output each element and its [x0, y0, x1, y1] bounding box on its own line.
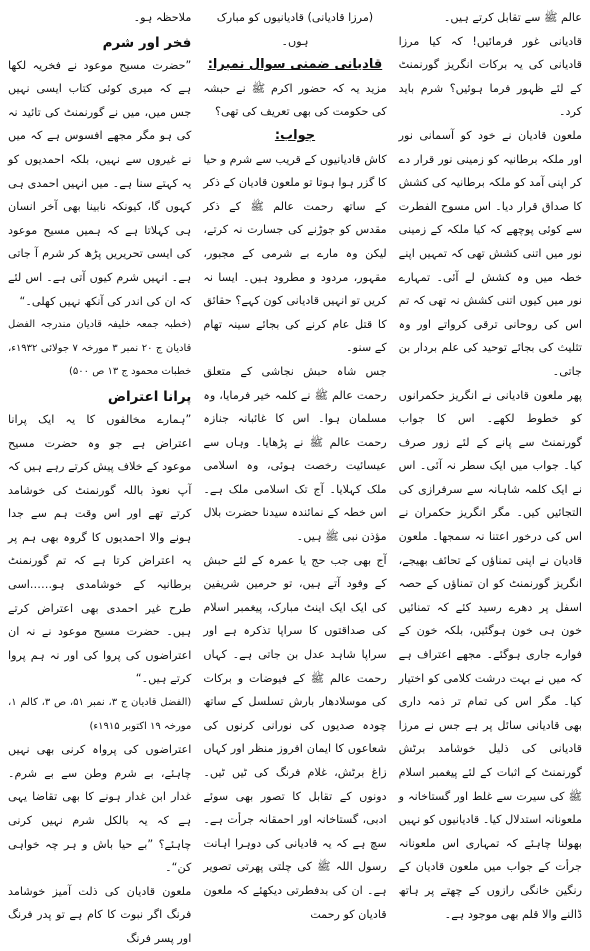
paragraph: عالم ﷺ سے تقابل کرتے ہیں۔	[443, 11, 582, 24]
column-left	[398, 6, 582, 921]
paragraph: ملعون قادیان کی ذلت آمیز خوشامد فرنگ اگر نبوت کا کام ہے تو پدر فرنگ اور پسر فرنگ	[8, 884, 192, 945]
centered-line: (مرزا قادیانی) قادیانیوں کو مبارک ہوں۔	[216, 11, 374, 48]
paragraph: ”ہمارے مخالفوں کا یہ ایک پرانا اعتراض ہے جو وہ حضرت مسیح موعود کے خلاف پیش کرتے رہے ہیں کہ آپ نعوذ باللہ گورنمنٹ کی خوشامد کرتے تھے اور اس وقت ہم سے جدا ہونے والا احمدیوں کا گروہ بھی ہم پر یہ اعتراض کرتا ہے کہ تم گورنمنٹ برطانیہ کے خوشامدی ہو……اسی طرح غیر احمدی بھی اعتراض کرتے ہیں۔ حضرت مسیح موعود نے نہ ان اعتراضوں کی پروا کی اور نہ ہم پروا کرتے ہیں۔“	[8, 412, 192, 686]
column-right	[8, 6, 192, 945]
section-heading: فخر اور شرم	[102, 34, 192, 51]
paragraph: ملعون قادیان نے خود کو آسمانی نور اور ملکہ برطانیہ کو زمینی نور قرار دے کر اپنی آمد کو ملکہ برطانیہ کی کشش کا صداق قرار دیا۔ اس مسوح الفطرت سے کوئی پوچھے کہ کیا ملکہ کے زمینی نور میں اتنی کشش تھی کہ تمہیں اپنے خطہ میں وہ کشش لے آئی۔ تمہارے نور میں کیوں اتنی کشش نہ تھی کہ تم اس کی روحانی ترقی کرواتے اور وہ تثلیث کی بجائے توحید کی علم بردار بن جاتی۔	[398, 128, 582, 378]
column-middle	[203, 6, 387, 921]
paragraph: ملاحظہ ہو۔	[133, 11, 192, 24]
paragraph: کاش قادیانیوں کے قریب سے شرم و حیا کا گزر ہوا ہوتا تو ملعون قادیان کے ذکر کے ساتھ رحمت عالم ﷺ کے ذکر مقدس کو جوڑنے کی جسارت نہ کرتے، لیکن وہ مارے بے شرمی کے مجبور، مقہور، مردود و مطرود ہیں۔ ایسا نہ کریں تو انہیں قادیانی کون کہے؟ حقائق کا قتل عام کرنے کی بجائے سینہ تھام کے سنو۔	[203, 152, 387, 355]
paragraph: مزید یہ کہ حضور اکرم ﷺ نے حبشہ کی حکومت کی بھی تعریف کی تھی؟	[203, 81, 387, 119]
question-heading: جواب:	[274, 127, 316, 143]
question-heading: قادیانی ضمنی سوال نمبرا:	[207, 57, 383, 73]
paragraph: آج بھی جب حج یا عمرہ کے لئے حبش کے وفود آتے ہیں، تو حرمین شریفین کی ایک ایک اینٹ مبارک، پیغمبر اسلام کی صداقتوں کا سراپا تذکرہ ہے اور سراپا شاہد عدل بن جاتی ہے۔ کہاں رحمت عالم ﷺ کے فیوضات و برکات کی موسلادھار بارش تسلسل کے ساتھ چودہ صدیوں کی نورانی کرنوں کی شعاعوں کا ایمان افروز منظر اور کہاں زاغ برٹش، غلام فرنگ کی ٹیں ٹیں۔ دونوں کے تقابل کا تصور بھی سوئے ادبی، گستاخانہ اور احمقانہ جرأت ہے۔ سچ ہے کہ یہ قادیانی کی دوہرا اہانت رسول اللہ ﷺ کی چلتی پھرتی تصویر ہے۔ ان کی بدفطرتی دیکھئے کہ ملعون قادیان کو رحمت	[203, 553, 387, 921]
paragraph: قادیانی غور فرمائیں! کہ کیا مرزا قادیانی کی یہ برکات انگریز گورنمنٹ کے لئے ظہور فرما ہوئیں؟ شرم باید کرد۔	[398, 34, 582, 119]
paragraph: جس شاہ حبش نجاشی کے متعلق رحمت عالم ﷺ نے کلمہ خیر فرمایا، وہ مسلمان ہوا۔ اس کا غائبانہ جنازہ رحمت عالم ﷺ نے پڑھایا۔ وہاں سے عیسائیت رخصت ہوئی، وہ اسلامی ملک کہلایا۔ آج تک اسلامی ملک ہے۔ اس خطہ کے نمائندہ سیدنا حضرت بلال مؤذن نبی ﷺ ہیں۔	[203, 364, 387, 544]
citation-text: (الفضل قادیان ج ۳، نمبر ۵۱، ص ۳، کالم ۱، مورخہ ۱۹ اکتوبر ۱۹۱۵ء)	[8, 697, 192, 732]
citation-text: (خطبہ جمعہ خلیفہ قادیان مندرجہ الفضل قادیان ج ۲۰ نمبر ۳ مورخہ ۷ جولائی ۱۹۳۲ء، خطبات محمود ج ۱۳ ص ۵۰۰)	[8, 319, 192, 378]
paragraph: پھر ملعون قادیانی نے انگریز حکمرانوں کو خطوط لکھے۔ اس کا جواب گورنمنٹ سے پانے کے لئے زور صرف کیا۔ جواب میں ایک سطر نہ آئی۔ اس نے ایک کلمہ شاہانہ سے سرفرازی کی التجائیں کیں۔ مگر انگریز حکمران نے اس کی درخور اعتنا نہ سمجھا۔ ملعون قادیان نے اپنی تمناؤں کے تحائف بھیجے، انگریز گورنمنٹ کو ان تمناؤں کے حصہ اسفل پر دھرے رسید کئے کہ تمنائیں خون ہی خون ہوگئیں، بلکہ خون کے فوارے جاری ہوگئے۔ مجھے اعتراف ہے کہ میں نے بہت درشت کلامی کو اختیار کیا۔ مگر اس کی تمام تر ذمہ داری بھی قادیانی سائل پر ہے جس نے مرزا قادیانی کی ذلیل خوشامد برٹش گورنمنٹ کے اثبات کے لئے پیغمبر اسلام ﷺ کی سیرت سے غلط اور گستاخانہ و ملعونانہ استدلال کیا۔ قادیانیوں کو نہیں بھولنا چاہئے کہ تمہاری اس ملعونانہ جرأت کے جواب میں ملعون قادیان کے رنگین خانگی رازوں کے چھتے پر ہاتھ ڈالنے والا قلم بھی موجود ہے۔	[398, 388, 582, 921]
paragraph: اعتراضوں کی پرواہ کرنی بھی نہیں چاہئے، بے شرم وطن سے بے شرم۔ غدار ابن غدار ہونے کا بھی تقاضا یہی ہے کہ یہ بالکل شرم نہیں کرنی چاہئے؟ ”بے حیا باش و ہر چہ خواہی کن“۔	[8, 743, 192, 875]
paragraph: ”حضرت مسیح موعود نے فخریہ لکھا ہے کہ میری کوئی کتاب ایسی نہیں جس میں، میں نے گورنمنٹ کی تائید نہ کی ہو مگر مجھے افسوس ہے کہ میں نے غیروں سے نہیں، بلکہ احمدیوں کو یہ کہتے سنا ہے۔ میں انہیں احمدی ہی کہوں گا، کیونکہ نابینا بھی آخر انسان ہی کہلاتا ہے کہ ہمیں مسیح موعود کی ایسی تحریریں پڑھ کر شرم آ جاتی ہے۔ انہیں شرم کیوں آتی ہے۔ اس لئے کہ ان کی اندر کی آنکھ نہیں کھلی۔“	[8, 58, 192, 308]
section-heading: پرانا اعتراض	[107, 388, 192, 405]
